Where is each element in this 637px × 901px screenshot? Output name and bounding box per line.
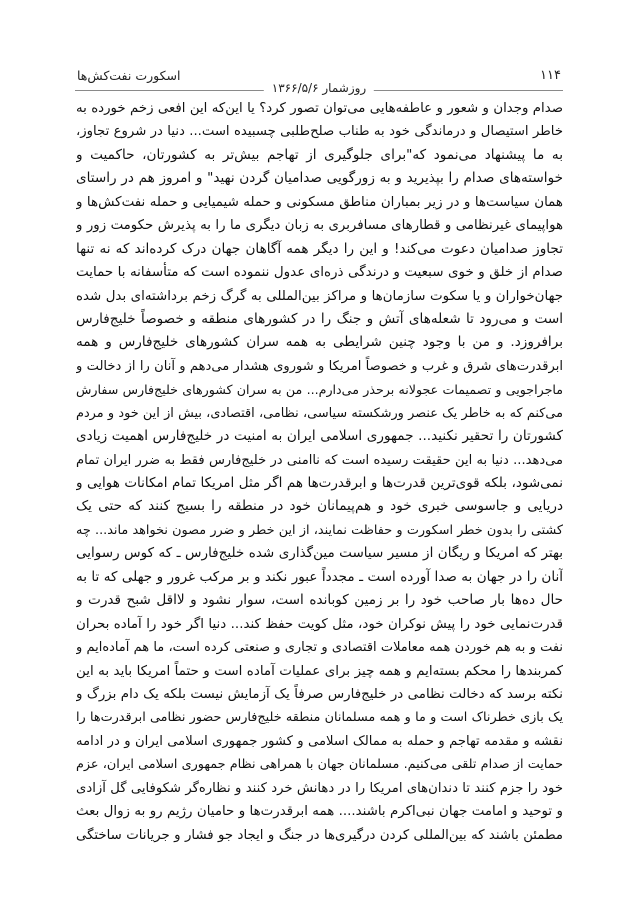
text-line: صدام وجدان و شعور و عاطفه‌هایی می‌توان تصور کرد؟ یا این‌که این افعی زخم خورده به xyxy=(76,101,563,116)
text-line: بهتر که امریکا و ریگان از مسیر سیاست مین‌گذاری شده خلیج‌فارس ـ که کوس رسوایی xyxy=(76,545,563,562)
text-line: همان سیاست‌ها و در زیر بمباران مناطق مسکونی و حمله شیمیایی و حمله نفت‌کش‌ها و xyxy=(76,194,563,210)
book-title: اسکورت نفت‌کش‌ها xyxy=(77,68,181,83)
text-line: مطمئن باشند که بین‌المللی کردن درگیری‌ها در جنگ و ایجاد جو فشار و جریانات ساختگی xyxy=(76,827,563,843)
text-line: خاطر استیصال و درماندگی خود به طناب صلح‌طلبی چسبیده است... دنیا در شروع تجاوز، xyxy=(76,124,563,140)
text-line: به ما پیشنهاد می‌نمود که"برای جلوگیری از تهاجم بیش‌تر به کشورتان، حاکمیت و xyxy=(76,146,563,163)
text-line: جهان‌خواران و یا سکوت سازمان‌ها و مراکز بین‌المللی به گرگ زخم برداشته‌ای بدل شده xyxy=(76,288,563,304)
text-line: حال ده‌ها بار صاحب خود را بر زمین کوبانده است، سوار نشود و لااقل شبح قدرت و xyxy=(76,592,563,609)
text-line: قدرت‌نمایی خود را پیش نوکران خود، مثل کویت حفظ کند... دنیا اگر خود را آماده بحران xyxy=(76,616,563,632)
text-line: می‌دهد... دنیا به این حقیقت رسیده است که ناامنی در خلیج‌فارس فقط به ضرر ایران تمام xyxy=(76,452,563,468)
text-line: تجاوز صدامیان دعوت می‌کند! و این را دیگر همه آگاهان جهان درک کرده‌اند که نه تنها xyxy=(76,240,563,257)
text-line: کشتی را بدون خطر اسکورت و حفاظت نمایند، از این خطر و ضرر مصون نخواهد ماند... چه xyxy=(76,522,563,538)
page-header xyxy=(75,66,563,96)
text-line: نقشه و مقدمه تهاجم و حمله به ممالک اسلامی و کشور جمهوری اسلامی ایران و در ادامه xyxy=(76,733,563,749)
text-line: دریایی و جاسوسی خبری خود و هم‌پیمانان خود در منطقه را بسیج کنند که حتی یک xyxy=(76,498,563,515)
body-text xyxy=(76,97,563,847)
text-line: کشورتان را تحقیر نکنید... جمهوری اسلامی ایران به امنیت در خلیج‌فارس اهمیت زیادی xyxy=(76,428,563,445)
text-line: است و می‌رود تا شعله‌های آتش و جنگ را در کشورهای منطقه و خصوصاً خلیج‌فارس xyxy=(76,310,563,327)
section-subtitle: روزشمار ۱۳۶۶/۵/۶ xyxy=(264,81,374,95)
text-line: نکته برسد که دخالت نظامی در خلیج‌فارس صرفاً یک آزمایش نیست بلکه یک دام بزرگ و xyxy=(76,686,563,702)
text-line: خود را جزم کنند تا دندان‌های امریکا را در دهانش خرد کنند و نظاره‌گر شکوفایی گل آزادی xyxy=(76,780,563,796)
text-line: حمایت از صدام تلقی می‌کنیم. مسلمانان جهان با همراهی نظام جمهوری اسلامی ایران، عزم xyxy=(76,757,563,773)
text-line: کمربندها را محکم بسته‌ایم و همه چیز برای عملیات آماده است و حتماً امریکا باید به این xyxy=(76,663,563,679)
text-line: نفت و به هم خوردن همه معاملات اقتصادی و تجاری و صنعتی کرده است، ما هم آماده‌ایم و xyxy=(76,640,563,656)
text-line: نمی‌شود، بلکه قوی‌ترین قدرت‌ها و ابرقدرت‌ها هم اگر مثل امریکا تمام امکانات هوایی و xyxy=(76,475,563,491)
text-line: ماجراجویی و تصمیمات عجولانه برحذر می‌دارم... من به سران کشورهای خلیج‌فارس سفارش xyxy=(76,382,563,398)
page-number: ۱۱۴ xyxy=(540,68,561,83)
text-line: یک بازی خطرناک است و ما و همه مسلمانان منطقه خلیج‌فارس حضور نظامی ابرقدرت‌ها را xyxy=(76,710,563,726)
text-line: می‌کنم که به خاطر یک عنصر ورشکسته سیاسی، نظامی، اقتصادی، بیش از این خود و مردم xyxy=(76,405,563,421)
text-line: خواسته‌های صدام را بپذیرید و به زورگویی صدامیان گردن نهید" و امروز هم در راستای xyxy=(76,170,563,187)
text-line: و توحید و امامت جهان نبی‌اکرم باشند.... همه ابرقدرت‌ها و حامیان رژیم رو به زوال بعث xyxy=(76,804,563,820)
text-line: ابرقدرت‌های شرق و غرب و خصوصاً امریکا و شوروی هشدار می‌دهم و آنان را از دخالت و xyxy=(76,358,563,374)
text-line: صدام از خلق و خوی سبعیت و درندگی ذره‌ای عدول ننموده است که متأسفانه با حمایت xyxy=(76,264,563,281)
text-line: هواپیمای غیرنظامی و قطارهای مسافربری به زبان دیگری ما را به پذیرش حکومت زور و xyxy=(76,218,563,234)
text-line: برافروزد. و من با وجود چنین شرایطی به همه سران کشورهای خلیج‌فارس و همه xyxy=(76,334,563,351)
text-line: آنان را در جهان به صدا آورده است ـ مجدداً عبور نکند و بر مرکب غرور و جهلی که تا به xyxy=(76,568,563,585)
